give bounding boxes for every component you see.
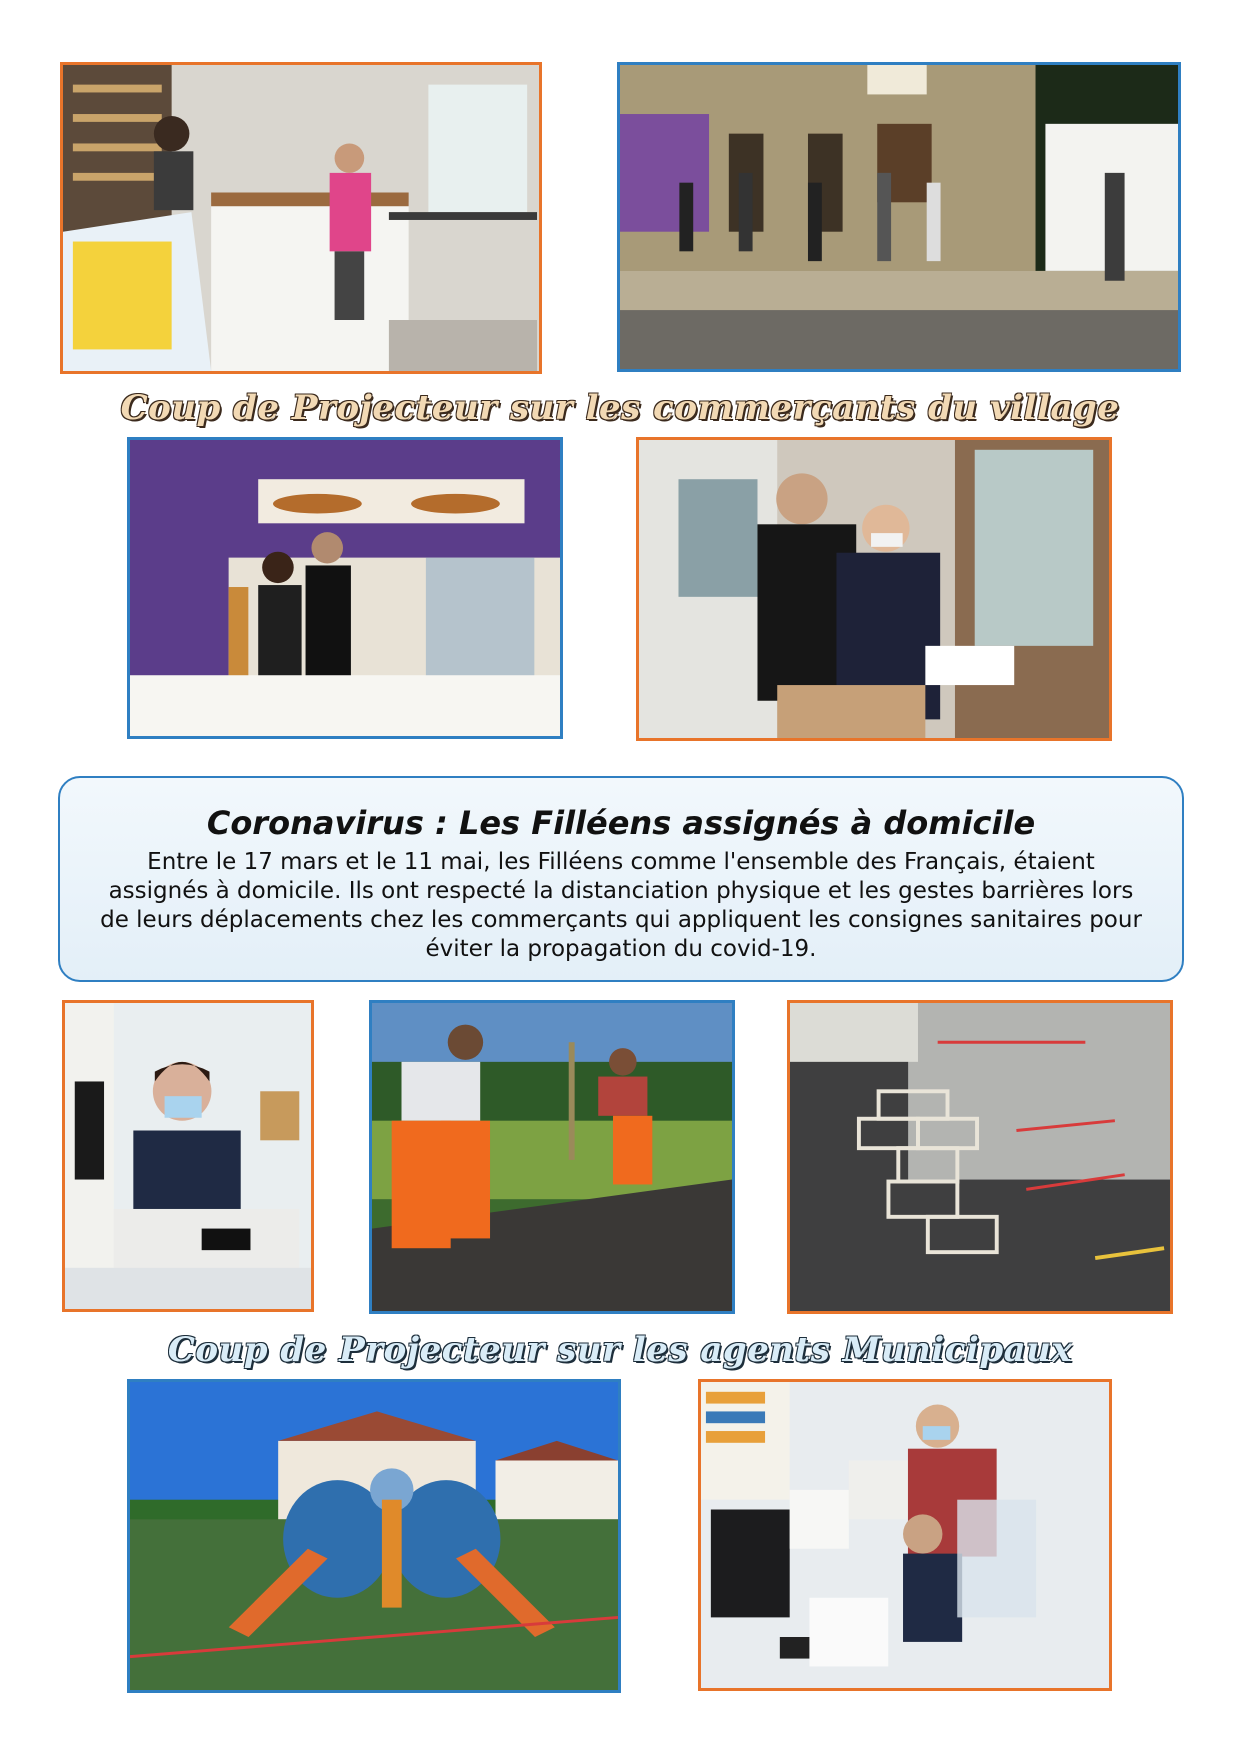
photo-mairie-accueil <box>698 1379 1112 1691</box>
photo-butterfly-playground <box>127 1379 621 1693</box>
photo-hopscotch <box>787 1000 1173 1314</box>
info-box <box>58 776 1184 982</box>
photo-street-queue <box>617 62 1181 372</box>
info-body: Entre le 17 mars et le 11 mai, les Filléens comme l'ensemble des Français, étaient assignés à domicile. Ils ont respecté la distanciation physique et les gestes barrières lors de leurs déplacements chez les commerçants qui appliquent les consignes sanitaires pour éviter la propagation du covid-19. <box>100 849 1142 962</box>
photo-agents-weeding <box>369 1000 735 1314</box>
caption-commercants: Coup de Projecteur sur les commerçants du village <box>120 388 1120 428</box>
photo-tabac-bar-interior <box>60 62 542 374</box>
photo-bakery-couple <box>127 437 563 739</box>
caption-agents: Coup de Projecteur sur les agents Municipaux <box>167 1330 1073 1370</box>
info-title: Coronavirus : Les Filléens assignés à domicile <box>206 804 1036 842</box>
photo-restaurant-owners <box>636 437 1112 741</box>
photo-receptionist-mask <box>62 1000 314 1312</box>
